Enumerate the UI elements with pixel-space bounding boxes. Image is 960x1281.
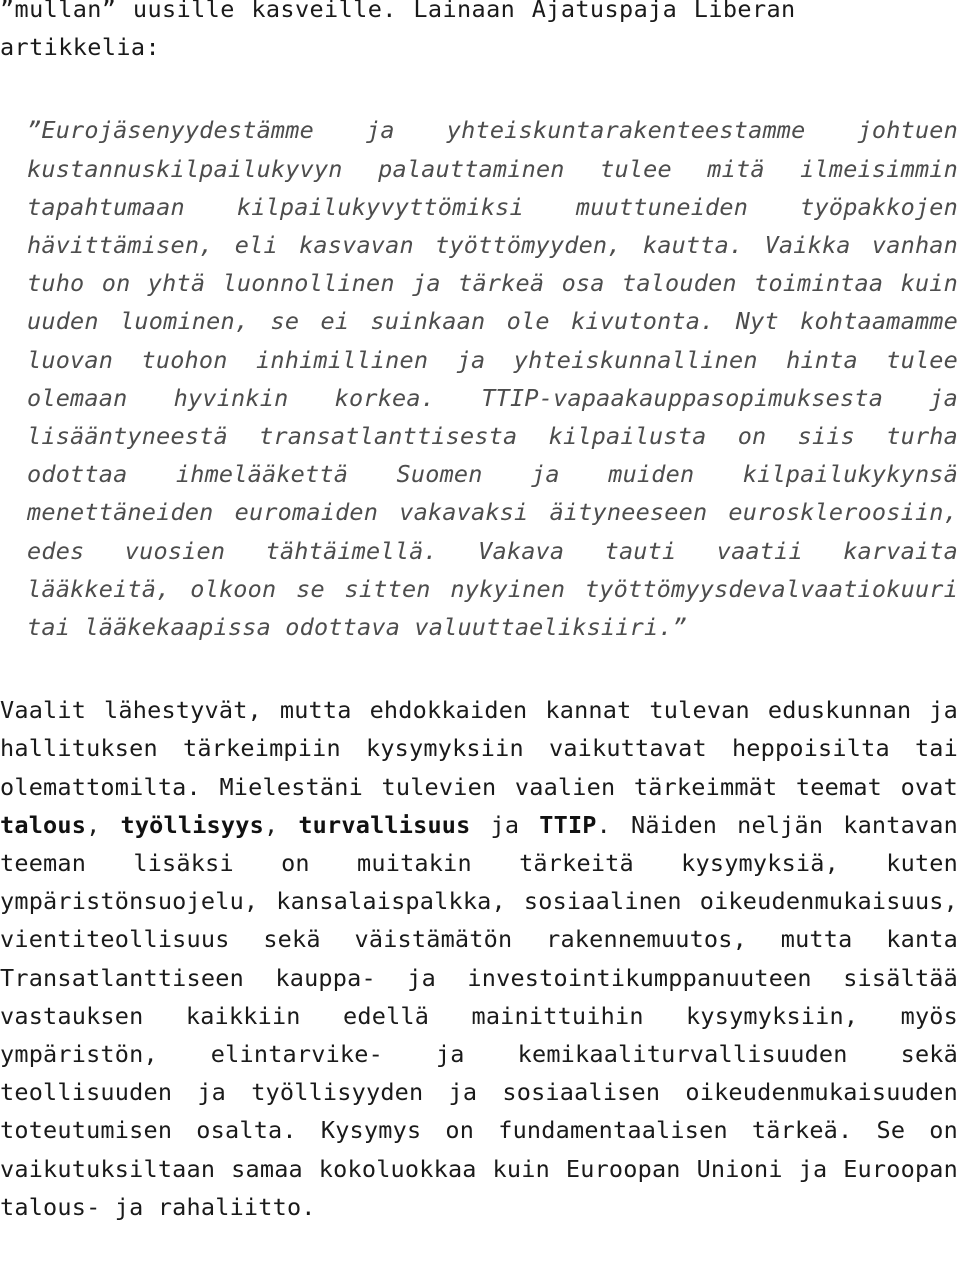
main-paragraph xyxy=(0,691,958,1226)
theme-ttip: TTIP xyxy=(539,810,597,839)
separator: ja xyxy=(470,810,540,839)
theme-tyollisyys: työllisyys xyxy=(120,810,264,839)
quoted-block xyxy=(0,111,958,646)
separator: , xyxy=(86,810,121,839)
main-text-end: . Näiden neljän kantavan teeman lisäksi on muitakin tärkeitä kysymyksiä, kuten ympäristönsuojelu, kansalaispalkka, sosiaalinen oikeudenmukaisuus, vientiteollisuus sekä väistämätön rakennemuutos, mutta kanta Transatlanttiseen kauppa- ja investointikumppanuuteen sisältää vastauksen kaikkiin edellä mainittuihin kysymyksiin, myös ympäristön, elintarvike- ja kemikaaliturvallisuuden sekä teollisuuden ja työllisyyden ja sosiaalisen oikeudenmukaisuuden toteutumisen osalta. Kysymys on fundamentaalisen tärkeä. Se on vaikutuksiltaan samaa kokoluokkaa kuin Euroopan Unioni ja Euroopan talous- ja rahaliitto. xyxy=(0,810,959,1221)
separator: , xyxy=(263,810,299,839)
quote-text: ”Eurojäsenyydestämme ja yhteiskuntarakenteestamme johtuen kustannuskilpailukyvyn palauttaminen tulee mitä ilmeisimmin tapahtumaan kilpailukyvyttömiksi muuttuneiden työpakkojen hävittämisen, eli kasvavan työttömyyden, kautta. Vaikka vanhan tuho on yhtä luonnollinen ja tärkeä osa talouden toimintaa kuin uuden luominen, se ei suinkaan ole kivutonta. Nyt kohtaamamme luovan tuohon inhimillinen ja yhteiskunnallinen hinta tulee olemaan hyvinkin korkea. TTIP-vapaakauppasopimuksesta ja lisääntyneestä transatlanttisesta kilpailusta on siis turha odottaa ihmelääkettä Suomen ja muiden kilpailukykynsä menettäneiden euromaiden vakavaksi äityneeseen euroskleroosiin, edes vuosien tähtäimellä. Vakava tauti vaatii karvaita lääkkeitä, olkoon se sitten nykyinen työttömyysdevalvaatiokuuri tai lääkekaapissa odottava valuuttaeliksiiri.” xyxy=(27,116,958,642)
theme-turvallisuus: turvallisuus xyxy=(298,810,471,839)
main-text-start: Vaalit lähestyvät, mutta ehdokkaiden kannat tulevan eduskunnan ja hallituksen tärkeimpiin kysymyksiin vaikuttavat heppoisilta tai olemattomilta. Mielestäni tulevien vaalien tärkeimmät teemat ovat xyxy=(0,696,958,801)
intro-paragraph xyxy=(0,0,958,66)
intro-text: ”mullan” uusille kasveille. Lainaan Ajatuspaja Liberan artikkelia: xyxy=(0,0,796,62)
theme-talous: talous xyxy=(0,810,87,839)
